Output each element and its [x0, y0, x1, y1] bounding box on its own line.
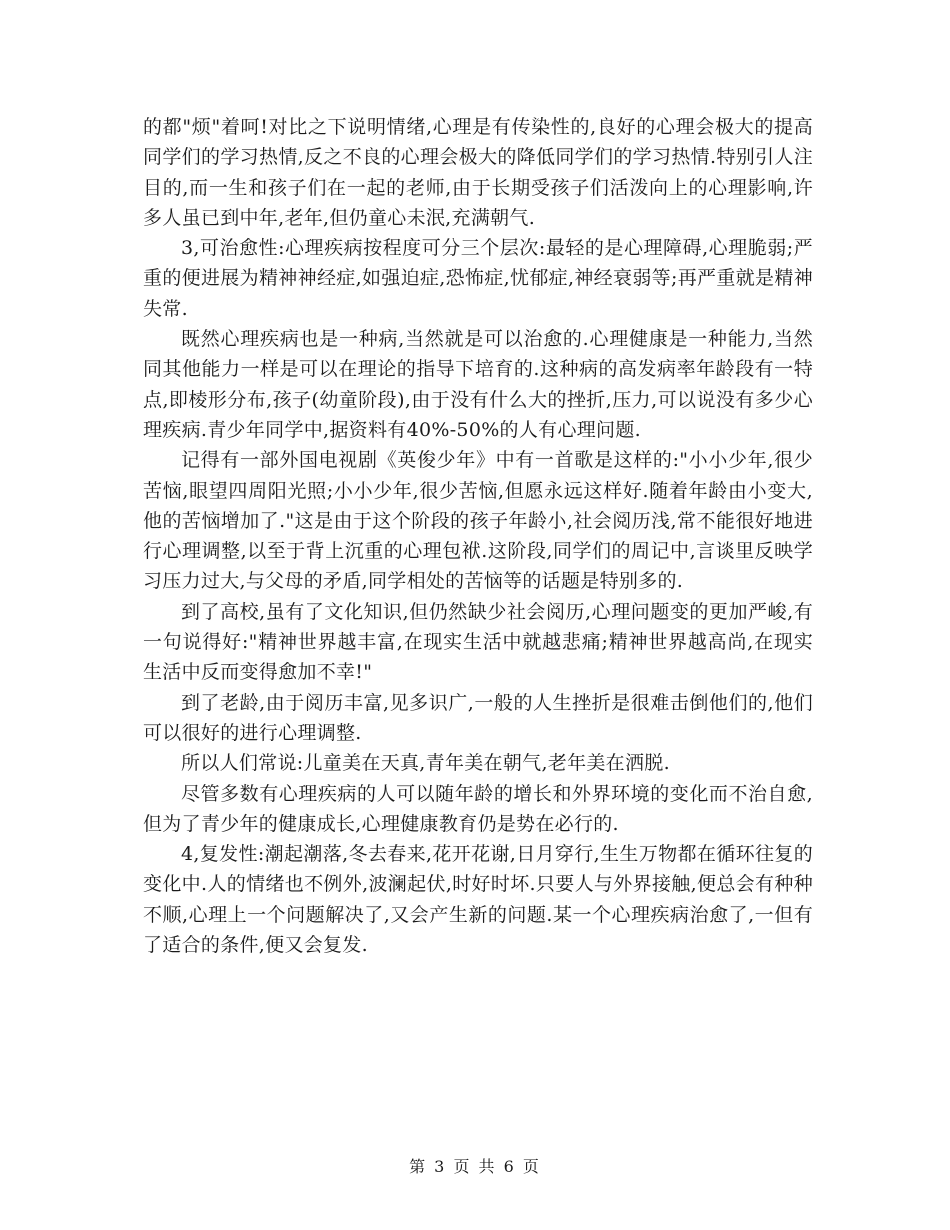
paragraph-treatable: 既然心理疾病也是一种病,当然就是可以治愈的.心理健康是一种能力,当然同其他能力一样是可以在理论的指导下培育的.这种病的高发病率年龄段有一特点,即棱形分布,孩子(幼童阶段),由于没有什么大的挫折,压力,可以说没有多少心理疾病.青少年同学中,据资料有40%-50%的人有心理问题. — [143, 328, 813, 441]
paragraph-song-quote: 记得有一部外国电视剧《英俊少年》中有一首歌是这样的:"小小少年,很少苦恼,眼望四周阳光照;小小少年,很少苦恼,但愿永远这样好.随着年龄由小变大,他的苦恼增加了."这是由于这个阶段的孩子年龄小,社会阅历浅,常不能很好地进行心理调整,以至于背上沉重的心理包袱.这阶段,同学们的周记中,言谈里反映学习压力过大,与父母的矛盾,同学相处的苦恼等的话题是特别多的. — [143, 449, 813, 593]
document-body — [143, 112, 813, 960]
paragraph-recurrence: 4,复发性:潮起潮落,冬去春来,花开花谢,日月穿行,生生万物都在循环往复的变化中.人的情绪也不例外,波澜起伏,时好时坏.只要人与外界接触,便总会有种种不顺,心理上一个问题解决了,又会产生新的问题.某一个心理疾病治愈了,一但有了适合的条件,便又会复发. — [143, 843, 813, 957]
paragraph-saying: 所以人们常说:儿童美在天真,青年美在朝气,老年美在洒脱. — [181, 752, 670, 775]
paragraph-elderly: 到了老龄,由于阅历丰富,见多识广,一般的人生挫折是很难击倒他们的,他们可以很好的进行心理调整. — [143, 691, 813, 744]
paragraph-university: 到了高校,虽有了文化知识,但仍然缺少社会阅历,心理问题变的更加严峻,有一句说得好:"精神世界越丰富,在现实生活中就越悲痛;精神世界越高尚,在现实生活中反而变得愈加不幸!" — [143, 600, 813, 684]
paragraph-education: 尽管多数有心理疾病的人可以随年龄的增长和外界环境的变化而不治自愈,但为了青少年的健康成长,心理健康教育仍是势在必行的. — [143, 782, 813, 835]
page-number-footer: 第 3 页 共 6 页 — [409, 1157, 541, 1176]
paragraph-curability: 3,可治愈性:心理疾病按程度可分三个层次:最轻的是心理障碍,心理脆弱;严重的便进展为精神神经症,如强迫症,恐怖症,忧郁症,神经衰弱等;再严重就是精神失常. — [143, 237, 813, 320]
paragraph-continuation: 的都"烦"着呵!对比之下说明情绪,心理是有传染性的,良好的心理会极大的提高同学们的学习热情,反之不良的心理会极大的降低同学们的学习热情.特别引人注目的,而一生和孩子们在一起的老师,由于长期受孩子们活泼向上的心理影响,许多人虽已到中年,老年,但仍童心未泯,充满朝气. — [143, 116, 813, 229]
